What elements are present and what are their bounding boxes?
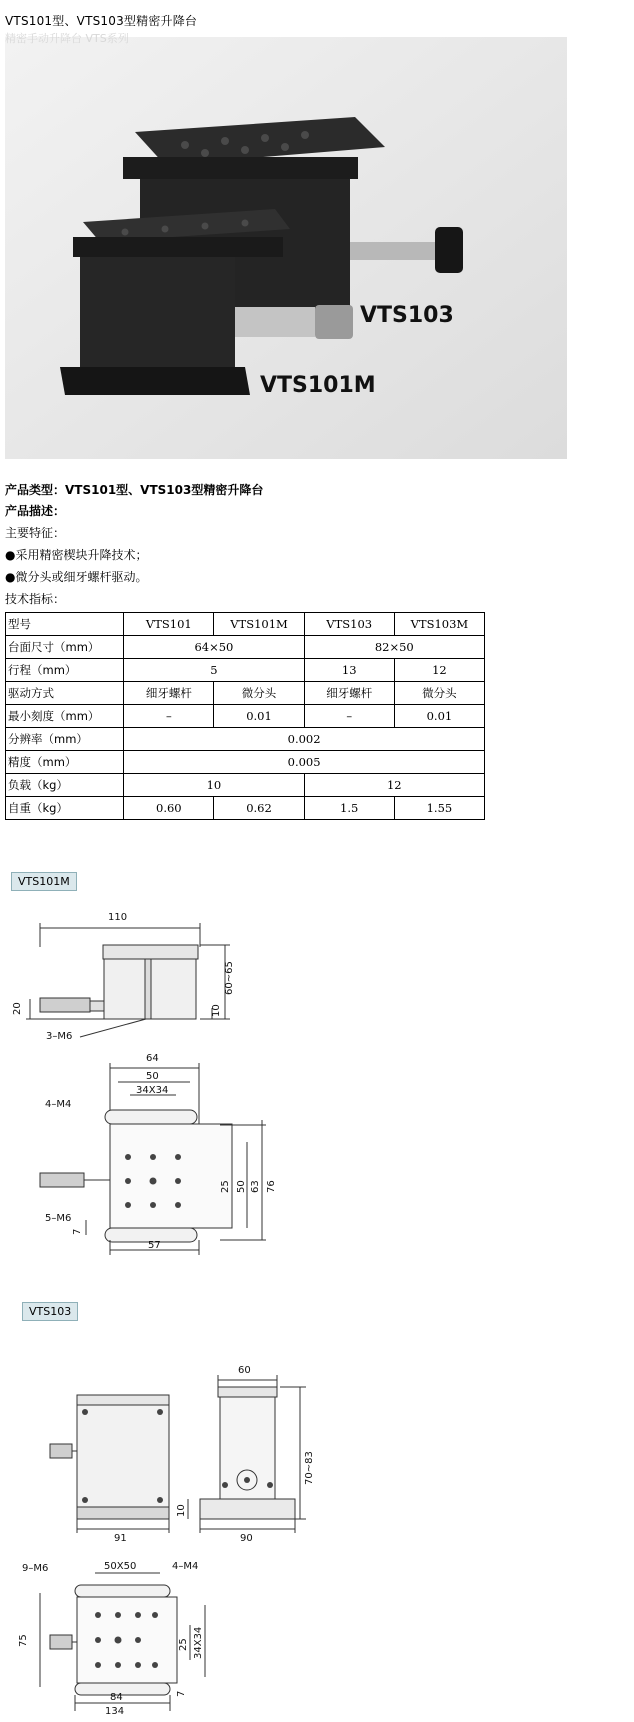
table-header-cell: VTS101 xyxy=(124,613,214,636)
dim-75: 75 xyxy=(18,1634,29,1647)
table-cell: 微分头 xyxy=(214,682,304,705)
dim-91: 91 xyxy=(114,1533,127,1544)
dim-110: 110 xyxy=(108,912,128,923)
table-header-cell: VTS101M xyxy=(214,613,304,636)
dim-7: 7 xyxy=(72,1228,83,1235)
row-label: 负载（kg） xyxy=(6,774,124,797)
dim-50x50: 50X50 xyxy=(104,1561,137,1572)
feature-item-1: ●采用精密楔块升降技术； xyxy=(5,548,148,562)
dim-50-vertical: 50 xyxy=(236,1180,247,1193)
dim-7: 7 xyxy=(176,1690,187,1697)
dim-60: 60 xyxy=(238,1365,251,1376)
table-cell: 1.55 xyxy=(394,797,484,820)
table-cell: 细牙螺杆 xyxy=(124,682,214,705)
product-type-label: 产品类型： xyxy=(5,483,66,497)
photo-label-vts103: VTS103 xyxy=(360,303,454,328)
table-cell: – xyxy=(124,705,214,728)
dim-25: 25 xyxy=(178,1638,189,1651)
table-cell: 微分头 xyxy=(394,682,484,705)
table-cell: 0.62 xyxy=(214,797,304,820)
table-cell: 1.5 xyxy=(304,797,394,820)
drawing-tag-vts101m: VTS101M xyxy=(11,872,77,891)
table-cell: 5 xyxy=(124,659,304,682)
table-row xyxy=(6,751,485,774)
dim-25: 25 xyxy=(220,1180,231,1193)
table-row xyxy=(6,705,485,728)
label-4-m4: 4–M4 xyxy=(45,1099,72,1110)
row-label: 驱动方式 xyxy=(6,682,124,705)
table-cell: 10 xyxy=(124,774,304,797)
table-cell: 0.01 xyxy=(394,705,484,728)
dim-84: 84 xyxy=(110,1692,123,1703)
table-cell: – xyxy=(304,705,394,728)
row-label: 精度（mm） xyxy=(6,751,124,774)
table-cell: 0.005 xyxy=(124,751,485,774)
dim-10: 10 xyxy=(211,1004,222,1017)
dim-63: 63 xyxy=(250,1180,261,1193)
row-label: 自重（kg） xyxy=(6,797,124,820)
row-label: 最小刻度（mm） xyxy=(6,705,124,728)
table-header-cell: VTS103 xyxy=(304,613,394,636)
photo-label-vts101m: VTS101M xyxy=(260,373,376,398)
dim-70-83: 70~83 xyxy=(304,1451,315,1485)
table-cell: 12 xyxy=(304,774,484,797)
dim-57: 57 xyxy=(148,1240,161,1251)
dim-34x34: 34X34 xyxy=(136,1085,169,1096)
spec-table xyxy=(5,612,485,820)
product-type-value: VTS101型、VTS103型精密升降台 xyxy=(65,483,264,497)
dim-50: 50 xyxy=(146,1071,159,1082)
table-header-cell: VTS103M xyxy=(394,613,484,636)
label-9-m6: 9–M6 xyxy=(22,1563,49,1574)
table-row xyxy=(6,682,485,705)
table-cell: 细牙螺杆 xyxy=(304,682,394,705)
features-label: 主要特征： xyxy=(5,526,66,540)
table-cell: 82×50 xyxy=(304,636,484,659)
label-5-m6: 5–M6 xyxy=(45,1213,72,1224)
photo-watermark-title: 精密手动升降台 VTS系列 xyxy=(5,32,129,45)
table-cell: 13 xyxy=(304,659,394,682)
row-label: 分辨率（mm） xyxy=(6,728,124,751)
label-3-m6: 3–M6 xyxy=(46,1031,73,1042)
dim-34x34: 34X34 xyxy=(193,1626,204,1659)
table-row xyxy=(6,728,485,751)
dim-10: 10 xyxy=(176,1504,187,1517)
dim-20: 20 xyxy=(12,1002,23,1015)
vts103-drawing xyxy=(0,1335,320,1715)
product-photo xyxy=(5,37,567,459)
product-desc-label: 产品描述： xyxy=(5,504,66,518)
table-row xyxy=(6,636,485,659)
feature-item-2: ●微分头或细牙螺杆驱动。 xyxy=(5,570,148,584)
dim-64: 64 xyxy=(146,1053,159,1064)
product-type-line xyxy=(5,483,263,497)
dim-76: 76 xyxy=(266,1180,277,1193)
table-cell: 64×50 xyxy=(124,636,304,659)
dim-90: 90 xyxy=(240,1533,253,1544)
table-cell: 0.01 xyxy=(214,705,304,728)
table-row xyxy=(6,659,485,682)
table-cell: 0.002 xyxy=(124,728,485,751)
table-cell: 0.60 xyxy=(124,797,214,820)
table-cell: 12 xyxy=(394,659,484,682)
vts101m-drawing xyxy=(0,895,320,1255)
page-title: VTS101型、VTS103型精密升降台 xyxy=(5,14,198,28)
table-row xyxy=(6,774,485,797)
spec-label: 技术指标： xyxy=(5,592,66,606)
table-row xyxy=(6,797,485,820)
table-row xyxy=(6,613,485,636)
table-header-cell: 型号 xyxy=(6,613,124,636)
row-label: 台面尺寸（mm） xyxy=(6,636,124,659)
row-label: 行程（mm） xyxy=(6,659,124,682)
label-4-m4: 4–M4 xyxy=(172,1561,199,1572)
dim-60-65: 60~65 xyxy=(224,961,235,995)
dim-134: 134 xyxy=(105,1706,125,1715)
drawing-tag-vts103: VTS103 xyxy=(22,1302,78,1321)
